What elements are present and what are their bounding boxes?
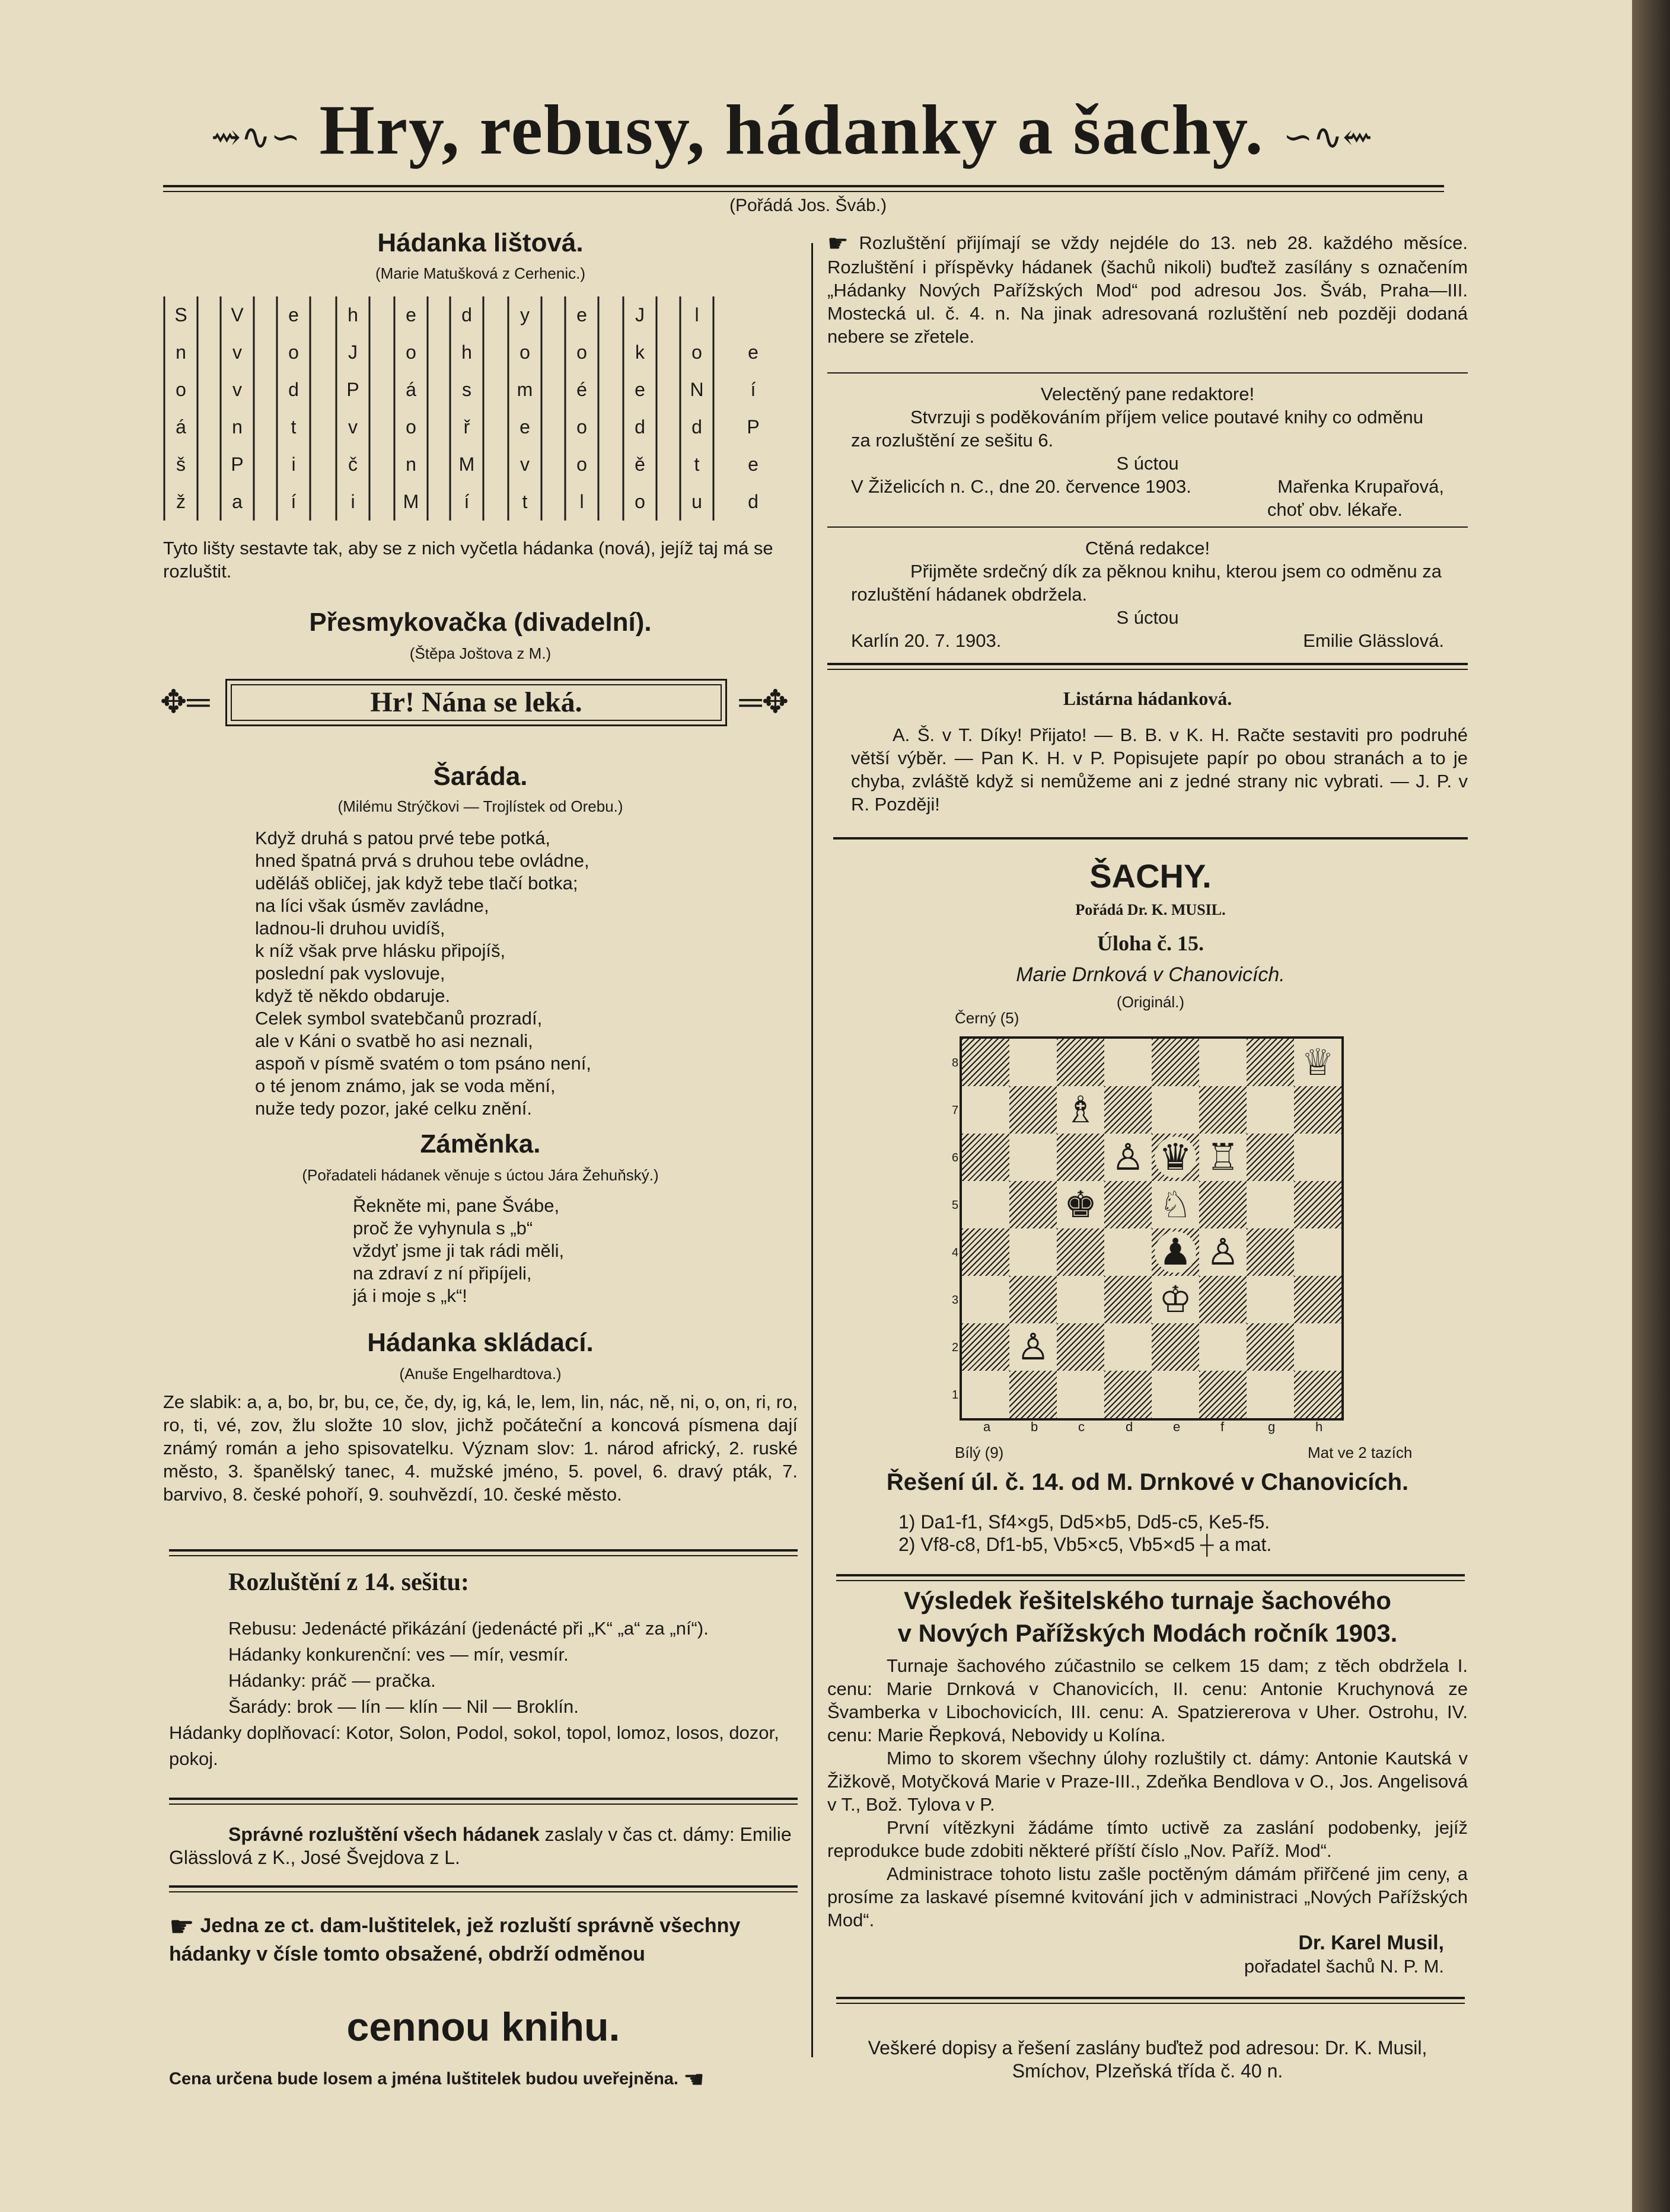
chess-square: [962, 1371, 1009, 1418]
chess-square: [1152, 1371, 1199, 1418]
presmykovacka-heading: Přesmykovačka (divadelní).: [309, 608, 652, 637]
skladaci-heading: Hádanka skládací.: [367, 1328, 594, 1357]
chess-square: [1104, 1276, 1152, 1323]
strip-letter: M: [403, 491, 419, 512]
chess-square: [1104, 1323, 1152, 1371]
poem-line: o té jenom známo, jak se voda mění,: [255, 1075, 556, 1096]
strip-letter: ě: [635, 454, 645, 475]
poem-line: aspoň v písmě svatém o tom psáno není,: [255, 1053, 591, 1074]
poem-line: když tě někdo obdaruje.: [255, 985, 451, 1006]
chess-square: [1152, 1228, 1199, 1276]
chess-square: [1057, 1039, 1104, 1086]
poem-line: poslední pak vyslovuje,: [255, 963, 445, 984]
chess-square: [1247, 1134, 1294, 1181]
strip-letter: u: [691, 491, 702, 512]
strip-letter: l: [694, 304, 699, 325]
section-rule-thin: [169, 1555, 798, 1556]
strip-letter: s: [462, 379, 471, 400]
strip-letter: n: [232, 416, 243, 438]
chess-square: [1104, 1371, 1152, 1418]
chess-square: [1104, 1228, 1152, 1276]
reseni-heading: Řešení úl. č. 14. od M. Drnkové v Chanovicích.: [886, 1469, 1409, 1495]
sachy-heading: ŠACHY.: [1089, 857, 1212, 895]
rozlusteni-line: Rebusu: Jedenácté přikázání (jedenácté při „K“ „a“ za „ní“).: [228, 1618, 709, 1639]
letter-2-body: Přijměte srdečný dík za pěknou knihu, kterou jsem co odměnu za rozluštění hádanek obdržela.: [851, 561, 1442, 605]
title-rule-thin: [163, 191, 1444, 192]
strip-letter: J: [348, 341, 358, 363]
chess-square: [1199, 1228, 1247, 1276]
section-rule-thin: [836, 1580, 1465, 1581]
reseni-line: 2) Vf8-c8, Df1-b5, Vb5×c5, Vb5×d5 ┼ a mat.: [898, 1534, 1272, 1555]
section-rule: [833, 837, 1468, 840]
odmena-footer-text: Cena určena bude losem a jména luštitelek budou uveřejněna.: [169, 2069, 678, 2089]
chess-square: [1009, 1039, 1057, 1086]
poem-line: proč že vyhynula s „b“: [353, 1218, 533, 1239]
strip-letter: í: [750, 379, 756, 400]
strip-letter: e: [576, 304, 587, 325]
zamenka-poem: [353, 1195, 768, 1307]
file-label: g: [1268, 1419, 1276, 1434]
chess-piece-icon: ♟: [1155, 1231, 1196, 1273]
rank-label: 7: [952, 1104, 959, 1117]
strip-letter: o: [176, 379, 186, 400]
vysledek-p2: Mimo to skorem všechny úlohy rozluštily ct. dámy: Antonie Kautská v Žižkově, Motyčková Marie v Praze-III., Zdeňka Bendlova v O., Jos. Angelisová v T., Bož. Tylova v P.: [827, 1748, 1468, 1815]
strip-letter: h: [461, 341, 472, 363]
listarna-heading: Listárna hádanková.: [1063, 688, 1232, 709]
rank-label: 3: [952, 1294, 959, 1307]
poem-line: uděláš obličej, jak když tebe tlačí botka;: [255, 873, 578, 893]
strip-letter: e: [520, 416, 530, 438]
title-ornament-right-icon: ∽∿⇜: [1283, 117, 1373, 157]
chessboard: [960, 1036, 1344, 1421]
rank-label: 5: [952, 1199, 959, 1212]
chess-square: [1057, 1276, 1104, 1323]
strip-letter: o: [576, 341, 587, 363]
file-label: h: [1315, 1419, 1323, 1434]
strip-letter: P: [346, 379, 359, 400]
letter-1: [827, 382, 1468, 521]
right-notice: [827, 231, 1468, 348]
rozlusteni-heading: Rozluštění z 14. sešitu:: [228, 1569, 469, 1596]
chess-square: [962, 1276, 1009, 1323]
rank-label: 1: [952, 1389, 959, 1402]
vysledek-sign1: Dr. Karel Musil,: [1298, 1932, 1444, 1954]
chess-square: [1199, 1086, 1247, 1134]
chess-piece-icon: ♘: [1155, 1184, 1196, 1225]
spravne-lead: Správné rozluštění všech hádanek: [228, 1824, 540, 1845]
letter-1-greeting: Velectěný pane redaktore!: [1040, 384, 1255, 404]
sarada-heading: Šaráda.: [433, 762, 528, 791]
uloha-author: Marie Drnková v Chanovicích.: [1016, 963, 1285, 986]
strip-letter: d: [635, 416, 645, 438]
letter-2-greeting: Ctěná redakce!: [1085, 538, 1210, 558]
poem-line: k níž však prve hlásku připojíš,: [255, 940, 506, 961]
file-label: c: [1078, 1419, 1085, 1434]
pointing-hand-icon: ☛: [169, 1910, 195, 1944]
strip-letter: d: [691, 416, 702, 438]
strip-letter: o: [691, 341, 702, 363]
chess-square: [1294, 1323, 1341, 1371]
page-title: [154, 89, 1429, 171]
file-label: b: [1031, 1419, 1038, 1434]
chess-square: [1247, 1276, 1294, 1323]
chess-square: [1294, 1086, 1341, 1134]
rank-label: 8: [952, 1056, 959, 1070]
title-rule: [163, 185, 1444, 187]
chess-square: [1009, 1276, 1057, 1323]
rozlusteni-line: Hádanky konkurenční: ves — mír, vesmír.: [228, 1644, 569, 1665]
vysledek-body: [827, 1654, 1468, 1978]
letter-1-sign2: choť obv. lékaře.: [1267, 499, 1403, 520]
file-label: e: [1173, 1419, 1181, 1434]
file-label: f: [1220, 1419, 1225, 1434]
zamenka-author: (Pořadateli hádanek věnuje s úctou Jára Žehuňský.): [302, 1166, 659, 1184]
chess-square: [1247, 1039, 1294, 1086]
pointing-hand-icon: ☛: [683, 2066, 705, 2093]
strip-letter: o: [406, 341, 416, 363]
strip-letter: y: [520, 304, 530, 325]
rozlusteni-list: [169, 1616, 798, 1772]
strip-letter: v: [520, 454, 530, 475]
strip-letter: J: [635, 304, 645, 325]
spravne-rest: zaslaly v čas ct. dámy: Emilie Glässlová z K., José Švejdova z L.: [169, 1824, 792, 1868]
strip-letter: á: [406, 379, 416, 400]
chess-square: [1152, 1086, 1199, 1134]
chess-piece-icon: ♗: [1060, 1089, 1101, 1131]
uloha-heading: Úloha č. 15.: [1097, 931, 1204, 955]
chess-square: [1199, 1181, 1247, 1228]
skladaci-text: Ze slabik: a, a, bo, br, bu, ce, če, dy, ig, ká, le, lem, lin, nác, ně, ni, o, on, ri, ro, ro, ti, vé, zov, žlu složte 10 slov, jichž počáteční a koncová písmena dají známý román a jeho spisovatelku. Význam slov: 1. národ africký, 2. ruské město, 3. španělský tanec, 4. mužské jméno, 5. povel, 6. dravý pták, 7. barvivo, 8. české pohoří, 9. souhvězdí, 10. české město.: [163, 1391, 798, 1505]
chess-piece-icon: ♚: [1060, 1184, 1101, 1225]
poem-line: Když druhá s patou prvé tebe potká,: [255, 828, 551, 848]
strip-letter: M: [458, 454, 475, 475]
reseni-moves: [898, 1511, 1432, 1556]
strip-letter: i: [350, 491, 355, 512]
scroll-ornament-right-icon: ═✥: [739, 684, 789, 720]
presmykovacka-author: (Štěpa Joštova z M.): [409, 644, 552, 662]
poem-line: já i moje s „k“!: [353, 1285, 467, 1306]
reseni-line: 1) Da1-f1, Sf4×g5, Dd5×b5, Dd5-c5, Ke5-f5.: [898, 1511, 1270, 1533]
vysledek-heading: [827, 1584, 1468, 1649]
chess-piece-icon: ♖: [1202, 1137, 1244, 1178]
section-rule: [169, 1885, 798, 1888]
chess-square: [962, 1228, 1009, 1276]
hadanka-listova-author: (Marie Matušková z Cerhenic.): [375, 264, 585, 282]
strip-letter: í: [464, 491, 470, 512]
strip-letter: d: [288, 379, 299, 400]
chess-piece-icon: ♙: [1012, 1326, 1054, 1368]
section-rule-thin: [169, 1804, 798, 1805]
letter-2-place: Karlín 20. 7. 1903.: [851, 630, 1002, 651]
sachy-porada: Pořádá Dr. K. MUSIL.: [1075, 901, 1226, 918]
section-rule-thin: [836, 2003, 1465, 2004]
chess-piece-icon: ♕: [1297, 1042, 1338, 1083]
poem-line: Řekněte mi, pane Švábe,: [353, 1195, 560, 1216]
strip-letter: ž: [176, 491, 186, 512]
zamenka-heading: Záměnka.: [420, 1129, 541, 1158]
poem-line: ladnou-li druhou uvidíš,: [255, 918, 445, 939]
chess-square: [962, 1181, 1009, 1228]
sarada-poem: [255, 827, 789, 1120]
chess-piece-icon: ♙: [1202, 1231, 1244, 1273]
chess-square: [1247, 1371, 1294, 1418]
letter-1-closing: S úctou: [1116, 453, 1179, 474]
poem-line: hned špatná prvá s druhou tebe ovládne,: [255, 850, 589, 871]
strip-letter: v: [348, 416, 358, 438]
vysledek-sign2: pořadatel šachů N. P. M.: [1244, 1956, 1444, 1977]
strip-letter: n: [406, 454, 416, 475]
strip-letter: o: [576, 416, 587, 438]
chess-square: [1057, 1371, 1104, 1418]
strip-letter: o: [520, 341, 530, 363]
vysledek-p4: Administrace tohoto listu zašle poctěným dámám přiřčené jim ceny, a prosíme za laskavé písemné kvitování jich v administraci „Nových Pařížských Mod“.: [827, 1863, 1468, 1930]
letter-1-sign: Mařenka Krupařová,: [1277, 476, 1444, 497]
hadanka-listova-text: Tyto lišty sestavte tak, aby se z nich vyčetla hádanka (nová), jejíž taj má se rozluštit.: [163, 538, 773, 582]
mate-label: Mat ve 2 tazích: [1308, 1444, 1413, 1461]
strip-letter: h: [348, 304, 358, 325]
chess-square: [1247, 1181, 1294, 1228]
strip-letter: t: [522, 491, 528, 512]
section-rule: [827, 663, 1468, 665]
strip-letter: o: [406, 416, 416, 438]
strip-letter: d: [748, 491, 758, 512]
strip-letter: ř: [463, 416, 470, 438]
chess-square: [1247, 1228, 1294, 1276]
strip-letter: e: [406, 304, 416, 325]
strip-letter: š: [176, 454, 186, 475]
page-title-text: Hry, rebusy, hádanky a šachy.: [319, 90, 1264, 169]
adresa-text: Veškeré dopisy a řešení zaslány buďtež pod adresou: Dr. K. Musil, Smíchov, Plzeňská třída č. 40 n.: [868, 2037, 1427, 2082]
chess-square: [1057, 1323, 1104, 1371]
chess-square: [1294, 1276, 1341, 1323]
chess-square: [1294, 1039, 1341, 1086]
chess-square: [1009, 1323, 1057, 1371]
chess-square: [1057, 1086, 1104, 1134]
strip-letter: a: [232, 491, 243, 512]
strip-letter: V: [231, 304, 244, 325]
white-label: Bílý (9): [955, 1444, 1004, 1461]
poem-line: na zdraví z ní připíjeli,: [353, 1263, 532, 1284]
strip-letter: t: [694, 454, 700, 475]
chess-square: [1104, 1181, 1152, 1228]
rank-label: 2: [952, 1341, 959, 1354]
strip-letter: d: [461, 304, 472, 325]
chess-square: [962, 1039, 1009, 1086]
chess-square: [1152, 1323, 1199, 1371]
chess-square: [1199, 1276, 1247, 1323]
sarada-author: (Milému Strýčkovi — Trojlístek od Orebu.): [337, 797, 623, 815]
section-rule: [836, 1574, 1465, 1576]
odmena-big-text: cennou knihu.: [346, 2004, 620, 2050]
strip-letter: í: [291, 491, 297, 512]
file-label: a: [983, 1419, 991, 1434]
poem-line: ale v Káni o svatbě ho asi neznali,: [255, 1030, 533, 1051]
strip-letter: i: [291, 454, 296, 475]
chess-square: [962, 1134, 1009, 1181]
strip-letter: á: [176, 416, 186, 438]
chess-square: [962, 1323, 1009, 1371]
strip-letter: v: [232, 341, 242, 363]
strip-letter: t: [291, 416, 297, 438]
chess-square: [1152, 1276, 1199, 1323]
strip-letter: e: [748, 454, 758, 475]
rozlusteni-line: Šarády: brok — lín — klín — Nil — Broklín.: [228, 1696, 579, 1717]
page-edge: [1632, 0, 1670, 2212]
letter-1-body: Stvrzuji s poděkováním příjem velice poutavé knihy co odměnu za rozluštění ze sešitu 6.: [851, 407, 1423, 451]
rank-label: 4: [952, 1246, 959, 1259]
letter-2-sign: Emilie Glässlová.: [1303, 630, 1444, 651]
poem-line: nuže tedy pozor, jaké celku znění.: [255, 1098, 533, 1119]
right-notice-text: Rozluštění přijímají se vždy nejdéle do 13. neb 28. každého měsíce. Rozluštění i příspěvky hádanek (šachů nikoli) buďtež zasílány s označením „Hádanky Nových Pařížských Mod“ pod adresou Jos. Šváb, Praha—III. Mostecká ul. č. 4. n. Na jinak adresovaná rozluštění neb později dodaná nebere se zřetele.: [827, 232, 1468, 347]
rank-label: 6: [952, 1151, 959, 1164]
strip-letter: l: [579, 491, 584, 512]
chess-square: [1294, 1371, 1341, 1418]
chess-square: [1057, 1228, 1104, 1276]
chess-square: [1294, 1134, 1341, 1181]
black-label: Černý (5): [955, 1009, 1019, 1027]
skladaci-author: (Anuše Engelhardtova.): [399, 1365, 562, 1383]
chess-piece-icon: ♛: [1155, 1137, 1196, 1178]
chess-square: [1104, 1039, 1152, 1086]
title-ornament-left-icon: ⇝∿∽: [211, 117, 301, 157]
strip-letter: e: [288, 304, 299, 325]
chess-square: [1009, 1134, 1057, 1181]
spravne-text: [169, 1823, 798, 1869]
section-rule-thin: [827, 669, 1468, 670]
strip-letter: m: [517, 379, 533, 400]
chess-square: [1199, 1039, 1247, 1086]
strip-letter: é: [576, 379, 587, 400]
chess-square: [1104, 1134, 1152, 1181]
chess-square: [962, 1086, 1009, 1134]
chess-square: [1057, 1181, 1104, 1228]
odmena-text: [169, 1912, 798, 1968]
chess-square: [1009, 1181, 1057, 1228]
listarna-text: A. Š. v T. Díky! Přijato! — B. B. v K. H. Račte sestaviti pro podruhé větší výběr. — Pan K. H. v P. Popisujete papír po obou stranách a to je chyba, zvláště když si nemůžeme ani z jedné strany nic vybrati. — J. P. v R. Později!: [851, 724, 1468, 815]
strip-letter: o: [576, 454, 587, 475]
section-rule: [169, 1798, 798, 1800]
chess-square: [1199, 1323, 1247, 1371]
chess-square: [1009, 1086, 1057, 1134]
letter-1-place: V Žiželicích n. C., dne 20. července 1903.: [851, 476, 1191, 497]
chess-square: [1199, 1371, 1247, 1418]
vysledek-p3: První vítězkyni žádáme tímto uctivě za zaslání podobenky, jejíž reprodukce bude zdobiti některé příští číslo „Nov. Paříž. Mod“.: [827, 1817, 1468, 1861]
chess-square: [1294, 1228, 1341, 1276]
presmykovacka-banner: [160, 670, 789, 735]
vysledek-heading-line: Výsledek řešitelského turnaje šachového: [904, 1587, 1391, 1614]
strip-letter: n: [176, 341, 186, 363]
hadanka-listova-grid: [163, 292, 792, 529]
poem-line: Celek symbol svatebčanů prozradí,: [255, 1008, 543, 1029]
chess-piece-icon: ♙: [1107, 1137, 1149, 1178]
odmena-body: Jedna ze ct. dam-luštitelek, jež rozluští správně všechny hádanky v čísle tomto obsažené, obdrží odměnou: [169, 1914, 741, 1966]
presmykovacka-banner-text: Hr! Nána se leká.: [225, 679, 727, 726]
hadanka-listova-heading: Hádanka lištová.: [377, 228, 584, 257]
rozlusteni-line: Hádanky doplňovací: Kotor, Solon, Podol, sokol, topol, lomoz, losos, dozor, pokoj.: [169, 1722, 779, 1769]
strip-letter: v: [232, 379, 242, 400]
rozlusteni-line: Hádanky: práč — pračka.: [228, 1670, 436, 1691]
pointing-hand-icon: ☛: [827, 230, 849, 258]
section-rule-thin: [827, 526, 1468, 528]
chess-square: [1152, 1134, 1199, 1181]
strip-letter: P: [747, 416, 760, 438]
letter-2: [827, 537, 1468, 652]
strip-letter: N: [690, 379, 704, 400]
poem-line: vždyť jsme ji tak rádi měli,: [353, 1240, 565, 1261]
file-label: d: [1126, 1419, 1133, 1434]
strip-letter: č: [348, 454, 358, 475]
chess-square: [1247, 1323, 1294, 1371]
chess-square: [1152, 1039, 1199, 1086]
vysledek-heading-line: v Nových Pařížských Modách ročník 1903.: [897, 1619, 1398, 1647]
chess-square: [1009, 1371, 1057, 1418]
chess-square: [1199, 1134, 1247, 1181]
section-rule-thin: [827, 372, 1468, 374]
strip-letter: S: [174, 304, 187, 325]
letter-2-closing: S úctou: [1116, 607, 1179, 628]
hadanka-listova-grid-wrap: [163, 292, 792, 532]
strip-letter: e: [748, 341, 758, 363]
uloha-original: (Originál.): [1116, 993, 1185, 1011]
section-rule-thin: [169, 1891, 798, 1892]
scroll-ornament-left-icon: ✥═: [160, 684, 210, 720]
strip-letter: o: [288, 341, 299, 363]
strip-letter: e: [635, 379, 645, 400]
poem-line: na líci však úsměv zavládne,: [255, 895, 489, 916]
section-rule: [836, 1997, 1465, 1999]
chess-square: [1247, 1086, 1294, 1134]
strip-letter: k: [635, 341, 645, 363]
chess-square: [1152, 1181, 1199, 1228]
strip-letter: P: [231, 454, 244, 475]
chess-square: [1104, 1086, 1152, 1134]
column-divider: [811, 243, 813, 2057]
strip-letter: o: [635, 491, 645, 512]
chess-piece-icon: ♔: [1155, 1279, 1196, 1320]
chess-square: [1294, 1181, 1341, 1228]
vysledek-p1: Turnaje šachového zúčastnilo se celkem 15 dam; z těch obdržela I. cenu: Marie Drnková v Chanovicích, II. cenu: Antonie Kruchynová ze Švamberka v Libochovicích, III. cenu: A. Spatziererova v Uher. Ostrohu, IV. cenu: Marie Řepková, Nebovidy u Kolína.: [827, 1655, 1468, 1745]
byline: (Pořádá Jos. Šváb.): [729, 196, 887, 215]
odmena-footer: [169, 2066, 798, 2093]
chess-square: [1057, 1134, 1104, 1181]
section-rule: [169, 1549, 798, 1552]
chess-square: [1009, 1228, 1057, 1276]
